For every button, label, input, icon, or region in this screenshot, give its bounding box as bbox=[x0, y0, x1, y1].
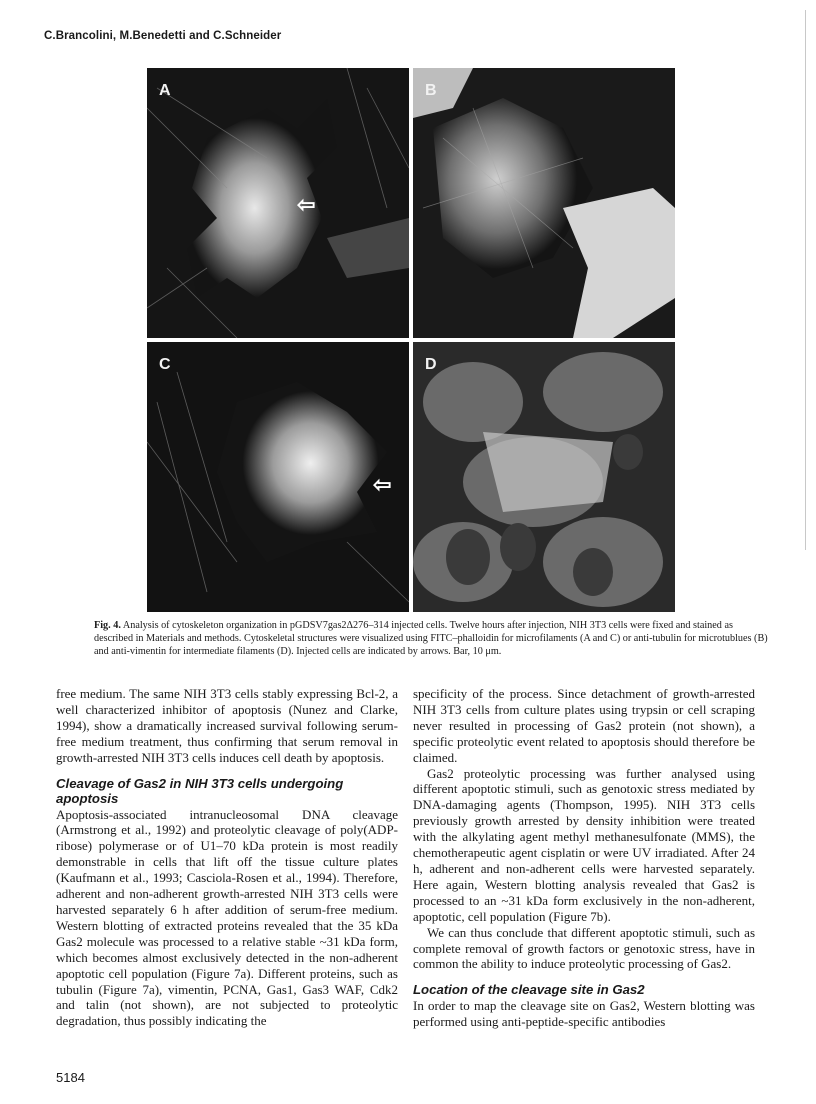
microfilament-fluorescence-image bbox=[147, 68, 409, 338]
paragraph: free medium. The same NIH 3T3 cells stably expressing Bcl-2, a well characterized inhibitor of apoptosis (Nunez and Clarke, 1994), show a dramatically increased survival following serum-free medium treatment, thus confirming that serum removal in growth-arrested NIH 3T3 cells induces cell death by apoptosis. bbox=[56, 686, 398, 765]
paragraph: specificity of the process. Since detachment of growth-arrested NIH 3T3 cells from culture plates using trypsin or cell scraping never resulted in processing of Gas2 protein (not shown), a specific proteolytic event related to apoptosis should therefore be claimed. bbox=[413, 686, 755, 765]
panel-label-d: D bbox=[425, 356, 437, 373]
panel-label-b: B bbox=[425, 82, 437, 99]
arrow-icon: ⇦ bbox=[373, 472, 392, 497]
panel-label-c: C bbox=[159, 356, 171, 373]
paragraph: In order to map the cleavage site on Gas2, Western blotting was performed using anti-peptide-specific antibodies bbox=[413, 997, 755, 1029]
paragraph: Gas2 proteolytic processing was further analysed using different apoptotic stimuli, such as genotoxic stress mediated by DNA-damaging agents (Thompson, 1995). NIH 3T3 cells previously growth arrested by density inhibition were treated with the alkylating agent methyl methanesulfonate (MMS), the chemotherapeutic agent cisplatin or were UV irradiated. After 24 h, adherent and non-adherent cells were harvested separately. Here again, Western blotting analysis revealed that Gas2 is processed to an ~31 kDa form exclusively in the non-adherent, apoptotic, cell population (Figure 7b). bbox=[413, 765, 755, 924]
page-number: 5184 bbox=[56, 1070, 85, 1085]
arrow-icon: ⇦ bbox=[297, 192, 316, 217]
right-column bbox=[413, 686, 755, 1030]
microfilament-fluorescence-image bbox=[147, 342, 409, 612]
paragraph: Apoptosis-associated intranucleosomal DNA cleavage (Armstrong et al., 1992) and proteolytic cleavage of poly(ADP-ribose) polymerase or of U1–70 kDa protein is most readily demonstrable in cells that lift off the tissue culture plates (Kaufmann et al., 1993; Casciola-Rosen et al., 1994). Therefore, adherent and non-adherent growth-arrested NIH 3T3 cells were harvested separately 6 h after addition of serum-free medium. Western blotting of extracted proteins revealed that the 35 kDa Gas2 molecule was processed to a relative stable ~31 kDa form, which becomes almost exclusively detected in the non-adherent apoptotic cell population (Figure 7a). Different proteins, such as tubulin (Figure 7a), vimentin, PCNA, Gas1, Gas3 WAF, Cdk2 and talin (not shown), are not subjected to proteolytic degradation, thus possibly indicating the bbox=[56, 806, 398, 1029]
figure-caption bbox=[94, 619, 774, 658]
section-heading: Cleavage of Gas2 in NIH 3T3 cells undergoing apoptosis bbox=[56, 775, 344, 807]
paragraph: We can thus conclude that different apoptotic stimuli, such as complete removal of growth factors or genotoxic stress, have in common the ability to induce proteolytic processing of Gas2. bbox=[413, 924, 755, 972]
intermediate-filament-fluorescence-image bbox=[413, 342, 675, 612]
running-head: C.Brancolini, M.Benedetti and C.Schneider bbox=[44, 30, 282, 42]
panel-label-a: A bbox=[159, 82, 171, 99]
panel-c bbox=[147, 342, 409, 612]
figure-caption-text: Analysis of cytoskeleton organization in pGDSV7gas2Δ276–314 injected cells. Twelve hours after injection, NIH 3T3 cells were fixed and stained as described in Materials and methods. Cytoskeletal structures were visualized using FITC–phalloidin for microfilaments (A and C) or anti-tubulin for microtublues (B) and anti-vimentin for intermediate filaments (D). Injected cells are indicated by arrows. Bar, 10 μm. bbox=[94, 620, 768, 657]
margin-rule bbox=[805, 10, 806, 550]
panel-b bbox=[413, 68, 675, 338]
figure-caption-label: Fig. 4. bbox=[94, 620, 121, 631]
microtubule-fluorescence-image bbox=[413, 68, 675, 338]
left-column bbox=[56, 686, 398, 1029]
panel-a bbox=[147, 68, 409, 338]
panel-d bbox=[413, 342, 675, 612]
section-heading: Location of the cleavage site in Gas2 bbox=[413, 982, 645, 998]
figure-4 bbox=[147, 68, 675, 612]
